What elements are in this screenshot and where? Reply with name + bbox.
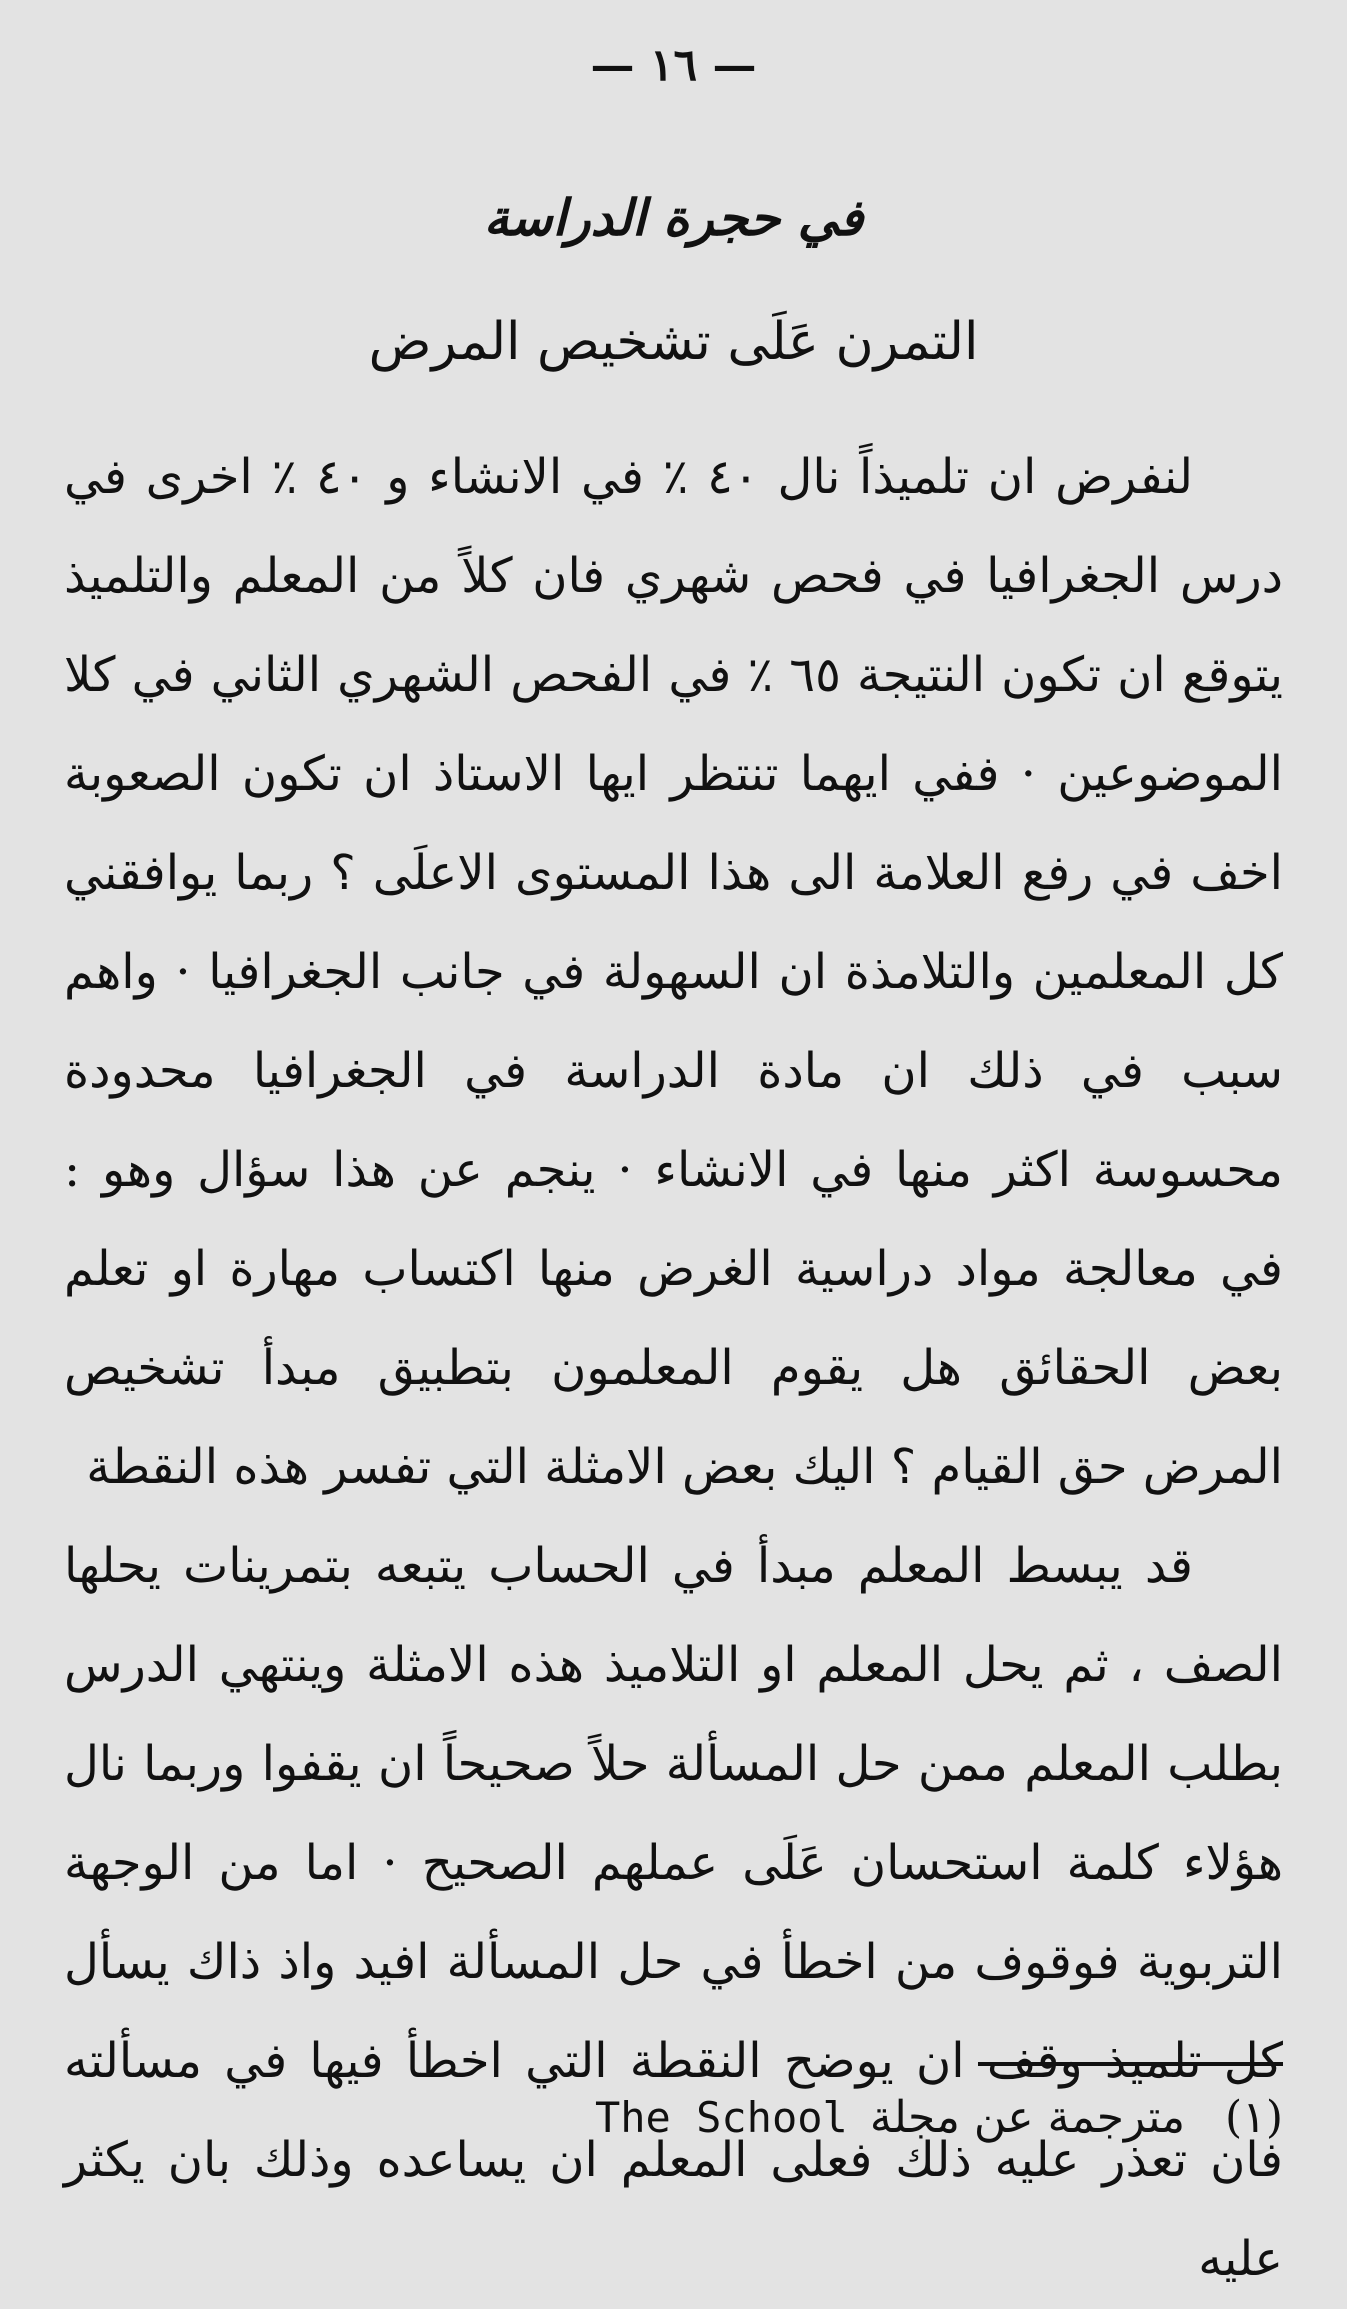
section-title: في حجرة الدراسة <box>483 188 864 247</box>
paragraph-2: قد يبسط المعلم مبدأ في الحساب يتبعه بتمرينات يحلها الصف ، ثم يحل المعلم او التلاميذ هذه الامثلة وينتهي الدرس بطلب المعلم ممن حل المسألة حلاً صحيحاً ان يقفوا وربما نال هؤلاء كلمة استحسان عَلَى عملهم الصحيح · اما من الوجهة التربوية فوقوف من اخطأ في حل المسألة افيد واذ ذاك يسأل كل تلميذ وقف ان يوضح النقطة التي اخطأ فيها في مسألته فان تعذر عليه ذلك فعلى المعلم ان يساعده وذلك بان يكثر عليه <box>64 1538 1284 2287</box>
footnote-text: مترجمة عن مجلة <box>869 2092 1186 2143</box>
footnote-divider <box>978 2062 1283 2066</box>
footnote <box>64 2092 1283 2143</box>
article-title: التمرن عَلَى تشخيص المرض <box>368 312 979 372</box>
page-number: — ١٦ — <box>590 40 757 91</box>
footnote-source: The School <box>594 2093 848 2142</box>
article-body <box>64 428 1283 2309</box>
footnote-marker: (١) <box>1225 2092 1283 2143</box>
paragraph-1: لنفرض ان تلميذاً نال ٤٠ ٪ في الانشاء و ٤٠ ٪ اخرى في درس الجغرافيا في فحص شهري فان كلاً من المعلم والتلميذ يتوقع ان تكون النتيجة ٦٥ ٪ في الفحص الشهري الثاني في كلا الموضوعين · ففي ايهما تنتظر ايها الاستاذ ان تكون الصعوبة اخف في رفع العلامة الى هذا المستوى الاعلَى ؟ ربما يوافقني كل المعلمين والتلامذة ان السهولة في جانب الجغرافيا · واهم سبب في ذلك ان مادة الدراسة في الجغرافيا محدودة محسوسة اكثر منها في الانشاء · ينجم عن هذا سؤال وهو : في معالجة مواد دراسية الغرض منها اكتساب مهارة او تعلم بعض الحقائق هل يقوم المعلمون بتطبيق مبدأ تشخيص المرض حق القيام ؟ اليك بعض الامثلة التي تفسر هذه النقطة <box>64 449 1284 1495</box>
